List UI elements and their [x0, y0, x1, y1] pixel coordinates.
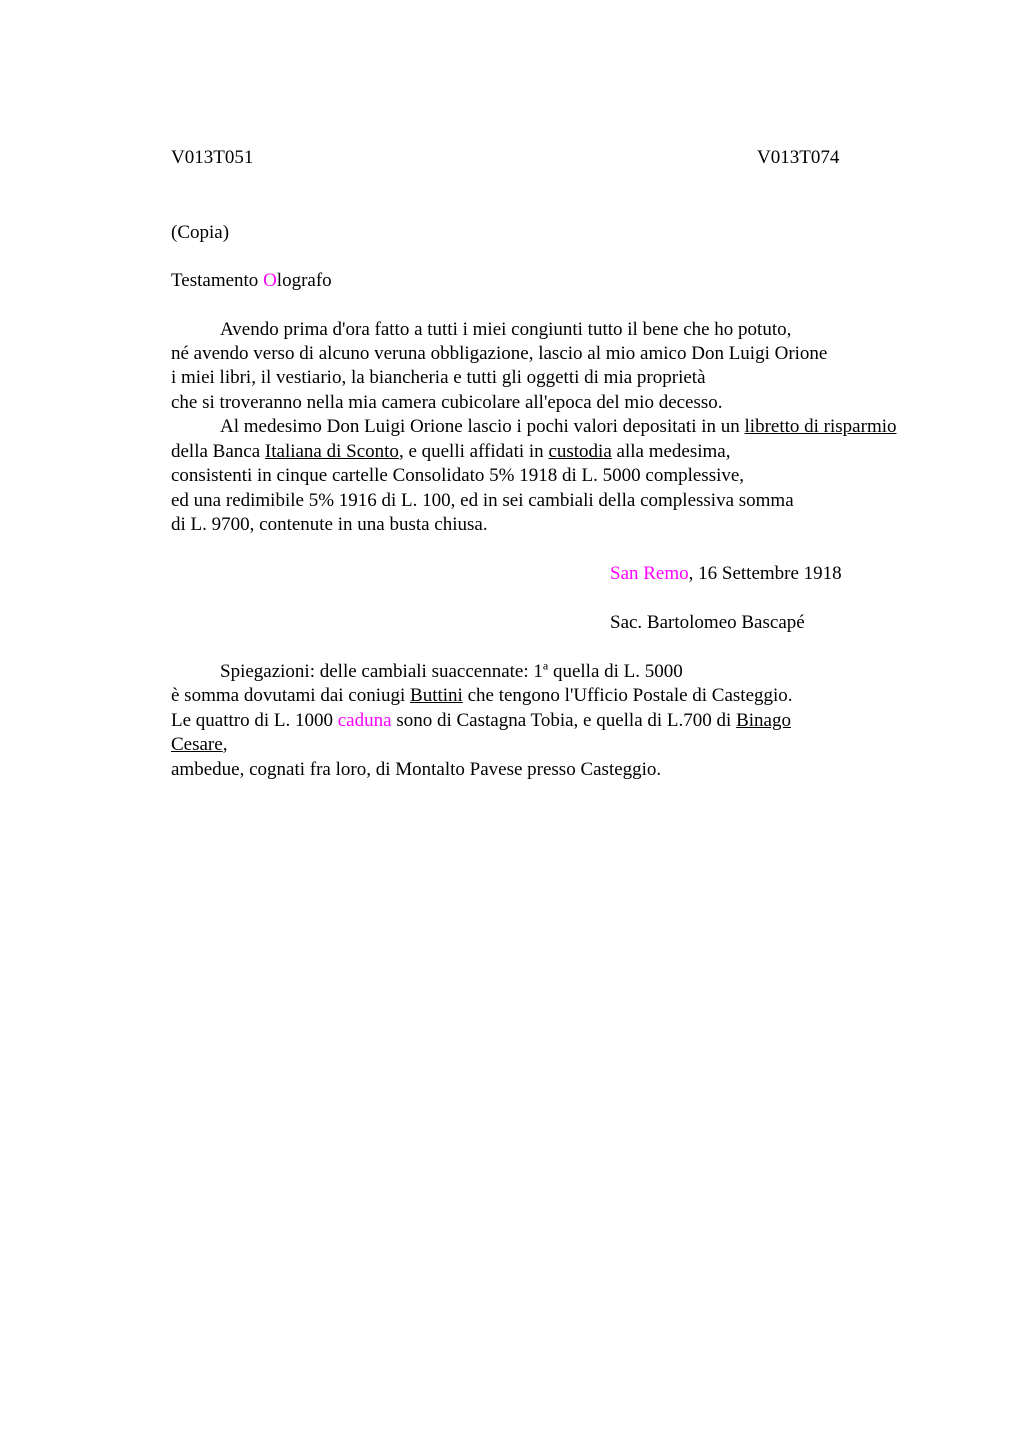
body-text: Spiegazioni: delle cambiali suaccennate: 1: [220, 661, 543, 682]
copy-label: (Copia): [171, 222, 230, 243]
body-line: Avendo prima d'ora fatto a tutti i miei congiunti tutto il bene che ho potuto,: [220, 319, 792, 340]
body-text: quella di L. 5000: [548, 661, 683, 682]
body-line: che si troveranno nella mia camera cubicolare all'epoca del mio decesso.: [171, 392, 723, 413]
body-text: Le quattro di L. 1000: [171, 710, 338, 731]
body-line: ed una redimibile 5% 1916 di L. 100, ed in sei cambiali della complessiva somma: [171, 490, 794, 511]
date-text: , 16 Settembre 1918: [688, 563, 842, 584]
explanation-line: [171, 684, 793, 708]
explanation-line: [220, 660, 683, 684]
body-text: della Banca: [171, 441, 265, 462]
explanation-line: [171, 733, 227, 757]
underlined-text: Cesare: [171, 734, 223, 755]
document-title: [171, 269, 332, 293]
signature: Sac. Bartolomeo Bascapé: [610, 612, 805, 633]
explanation-line: [171, 709, 791, 733]
title-highlight: O: [263, 270, 277, 291]
body-text: , e quelli affidati in: [398, 441, 549, 462]
dateline: [610, 562, 842, 586]
body-text: ,: [222, 734, 228, 755]
explanation-line: ambedue, cognati fra loro, di Montalto Pavese presso Casteggio.: [171, 759, 662, 780]
body-line: di L. 9700, contenute in una busta chiusa.: [171, 514, 488, 535]
underlined-text: Binago: [736, 710, 791, 731]
superscript: a: [542, 658, 549, 673]
body-text: alla medesima,: [611, 441, 731, 462]
ref-code-right: V013T074: [757, 147, 840, 168]
underlined-text: Italiana di Sconto: [264, 441, 399, 462]
body-line: consistenti in cinque cartelle Consolidato 5% 1918 di L. 5000 complessive,: [171, 465, 745, 486]
body-text: è somma dovutami dai coniugi: [171, 685, 411, 706]
title-part2: lografo: [276, 270, 332, 291]
highlighted-text: caduna: [337, 710, 392, 731]
body-text: Al medesimo Don Luigi Orione lascio i pochi valori depositati in un: [220, 416, 745, 437]
ref-code-left: V013T051: [171, 147, 254, 168]
body-text: sono di Castagna Tobia, e quella di L.700 di: [391, 710, 737, 731]
underlined-text: Buttini: [410, 685, 463, 706]
body-line: né avendo verso di alcuno veruna obbligazione, lascio al mio amico Don Luigi Orione: [171, 343, 828, 364]
place-name: San Remo: [610, 563, 689, 584]
title-part1: Testamento: [171, 270, 264, 291]
body-text: che tengono l'Ufficio Postale di Casteggio.: [462, 685, 793, 706]
underlined-text: custodia: [548, 441, 612, 462]
body-line: i miei libri, il vestiario, la biancheria e tutti gli oggetti di mia proprietà: [171, 367, 706, 388]
body-line: [171, 440, 730, 464]
underlined-text: libretto di risparmio: [744, 416, 897, 437]
body-line: [220, 415, 897, 439]
